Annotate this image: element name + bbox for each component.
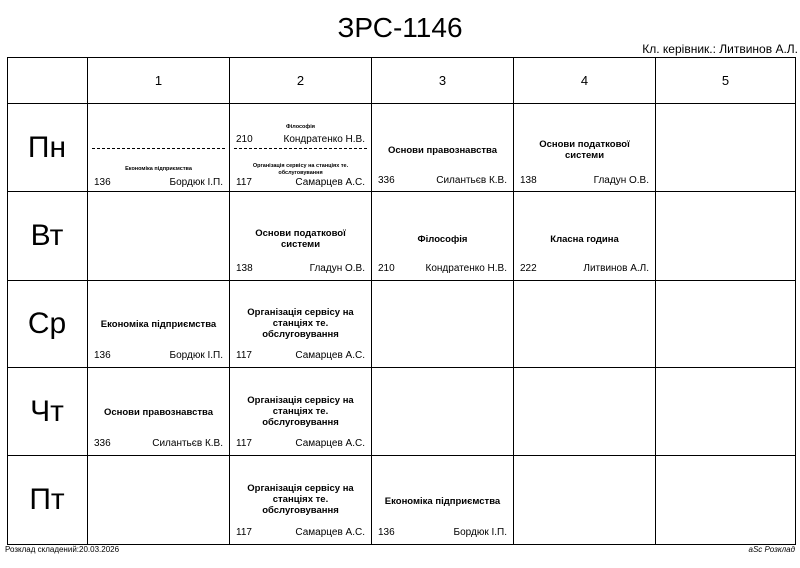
lesson-teacher: Кондратенко Н.В. <box>283 134 365 145</box>
lesson-subject: Основи правознавства <box>103 407 214 418</box>
lesson-room: 117 <box>236 177 252 188</box>
lesson-fri-1[interactable] <box>88 456 230 545</box>
lesson-wed-5[interactable] <box>656 281 796 368</box>
day-tuesday: Вт <box>7 192 88 281</box>
lesson-thu-4[interactable] <box>514 368 656 456</box>
period-header-5: 5 <box>656 57 796 104</box>
lesson-subject: Філософія <box>417 234 468 245</box>
lesson-tue-4[interactable] <box>514 192 656 281</box>
lesson-fri-3[interactable] <box>372 456 514 545</box>
lesson-teacher: Самарцев А.С. <box>295 177 365 188</box>
day-friday: Пт <box>7 456 88 545</box>
lesson-thu-1[interactable] <box>88 368 230 456</box>
day-thursday: Чт <box>7 368 88 456</box>
lesson-subject: Класна година <box>550 234 619 245</box>
lesson-mon-3[interactable] <box>372 104 514 192</box>
lesson-wed-1[interactable] <box>88 281 230 368</box>
lesson-teacher: Литвинов А.Л. <box>583 263 649 274</box>
lesson-room: 117 <box>236 527 252 538</box>
lesson-subject: Основи податкової системи <box>539 139 630 161</box>
class-teacher: Кл. керівник.: Литвинов А.Л. <box>642 42 798 56</box>
lesson-tue-3[interactable] <box>372 192 514 281</box>
lesson-fri-4[interactable] <box>514 456 656 545</box>
created-date: Розклад складений:20.03.2026 <box>5 545 120 554</box>
lesson-wed-2[interactable] <box>230 281 372 368</box>
lesson-teacher: Самарцев А.С. <box>295 527 365 538</box>
lesson-tue-5[interactable] <box>656 192 796 281</box>
brand-label: aSc Розклад <box>748 545 795 554</box>
page-title: ЗРС-1146 <box>337 12 463 43</box>
lesson-teacher: Гладун О.В. <box>593 175 649 186</box>
lesson-thu-2[interactable] <box>230 368 372 456</box>
lesson-room: 136 <box>94 350 111 361</box>
period-header-3: 3 <box>372 57 514 104</box>
lesson-subject: Організація сервісу на станціях те. обслуговування <box>252 163 349 176</box>
lesson-subject: Організація сервісу на станціях те. обслуговування <box>247 483 354 516</box>
lesson-subject: Організація сервісу на станціях те. обслуговування <box>247 395 354 428</box>
lesson-teacher: Бордюк І.П. <box>169 350 223 361</box>
lesson-tue-1[interactable] <box>88 192 230 281</box>
lesson-room: 138 <box>236 263 253 274</box>
period-header-2: 2 <box>230 57 372 104</box>
corner-cell <box>7 57 88 104</box>
lesson-tue-2[interactable] <box>230 192 372 281</box>
lesson-teacher: Кондратенко Н.В. <box>425 263 507 274</box>
lesson-room: 117 <box>236 350 252 361</box>
day-monday: Пн <box>7 104 88 192</box>
lesson-subject: Економіка підприємства <box>100 319 217 330</box>
lesson-mon-4[interactable] <box>514 104 656 192</box>
lesson-fri-2[interactable] <box>230 456 372 545</box>
split-divider <box>234 148 367 149</box>
lesson-thu-3[interactable] <box>372 368 514 456</box>
lesson-subject: Економіка підприємства <box>125 166 192 172</box>
lesson-room: 136 <box>378 527 395 538</box>
lesson-mon-5[interactable] <box>656 104 796 192</box>
lesson-wed-3[interactable] <box>372 281 514 368</box>
lesson-teacher: Силантьєв К.В. <box>152 438 223 449</box>
lesson-subject: Організація сервісу на станціях те. обслуговування <box>247 307 354 340</box>
lesson-subject: Економіка підприємства <box>384 496 501 507</box>
lesson-room: 222 <box>520 263 537 274</box>
period-header-4: 4 <box>514 57 656 104</box>
lesson-fri-5[interactable] <box>656 456 796 545</box>
lesson-subject: Основи податкової системи <box>255 228 346 250</box>
period-header-1: 1 <box>88 57 230 104</box>
lesson-room: 210 <box>378 263 395 274</box>
lesson-room: 336 <box>378 175 395 186</box>
split-divider <box>92 148 225 149</box>
lesson-teacher: Самарцев А.С. <box>295 438 365 449</box>
lesson-subject: Філософія <box>286 124 315 130</box>
lesson-subject: Основи правознавства <box>387 145 498 156</box>
lesson-room: 336 <box>94 438 111 449</box>
day-wednesday: Ср <box>7 281 88 368</box>
lesson-room: 117 <box>236 438 252 449</box>
lesson-wed-4[interactable] <box>514 281 656 368</box>
lesson-teacher: Бордюк І.П. <box>169 177 223 188</box>
lesson-teacher: Силантьєв К.В. <box>436 175 507 186</box>
lesson-teacher: Гладун О.В. <box>309 263 365 274</box>
lesson-room: 210 <box>236 134 253 145</box>
lesson-thu-5[interactable] <box>656 368 796 456</box>
lesson-teacher: Самарцев А.С. <box>295 350 365 361</box>
lesson-teacher: Бордюк І.П. <box>453 527 507 538</box>
lesson-mon-2[interactable] <box>230 104 372 192</box>
lesson-room: 138 <box>520 175 537 186</box>
lesson-room: 136 <box>94 177 111 188</box>
lesson-mon-1[interactable] <box>88 104 230 192</box>
